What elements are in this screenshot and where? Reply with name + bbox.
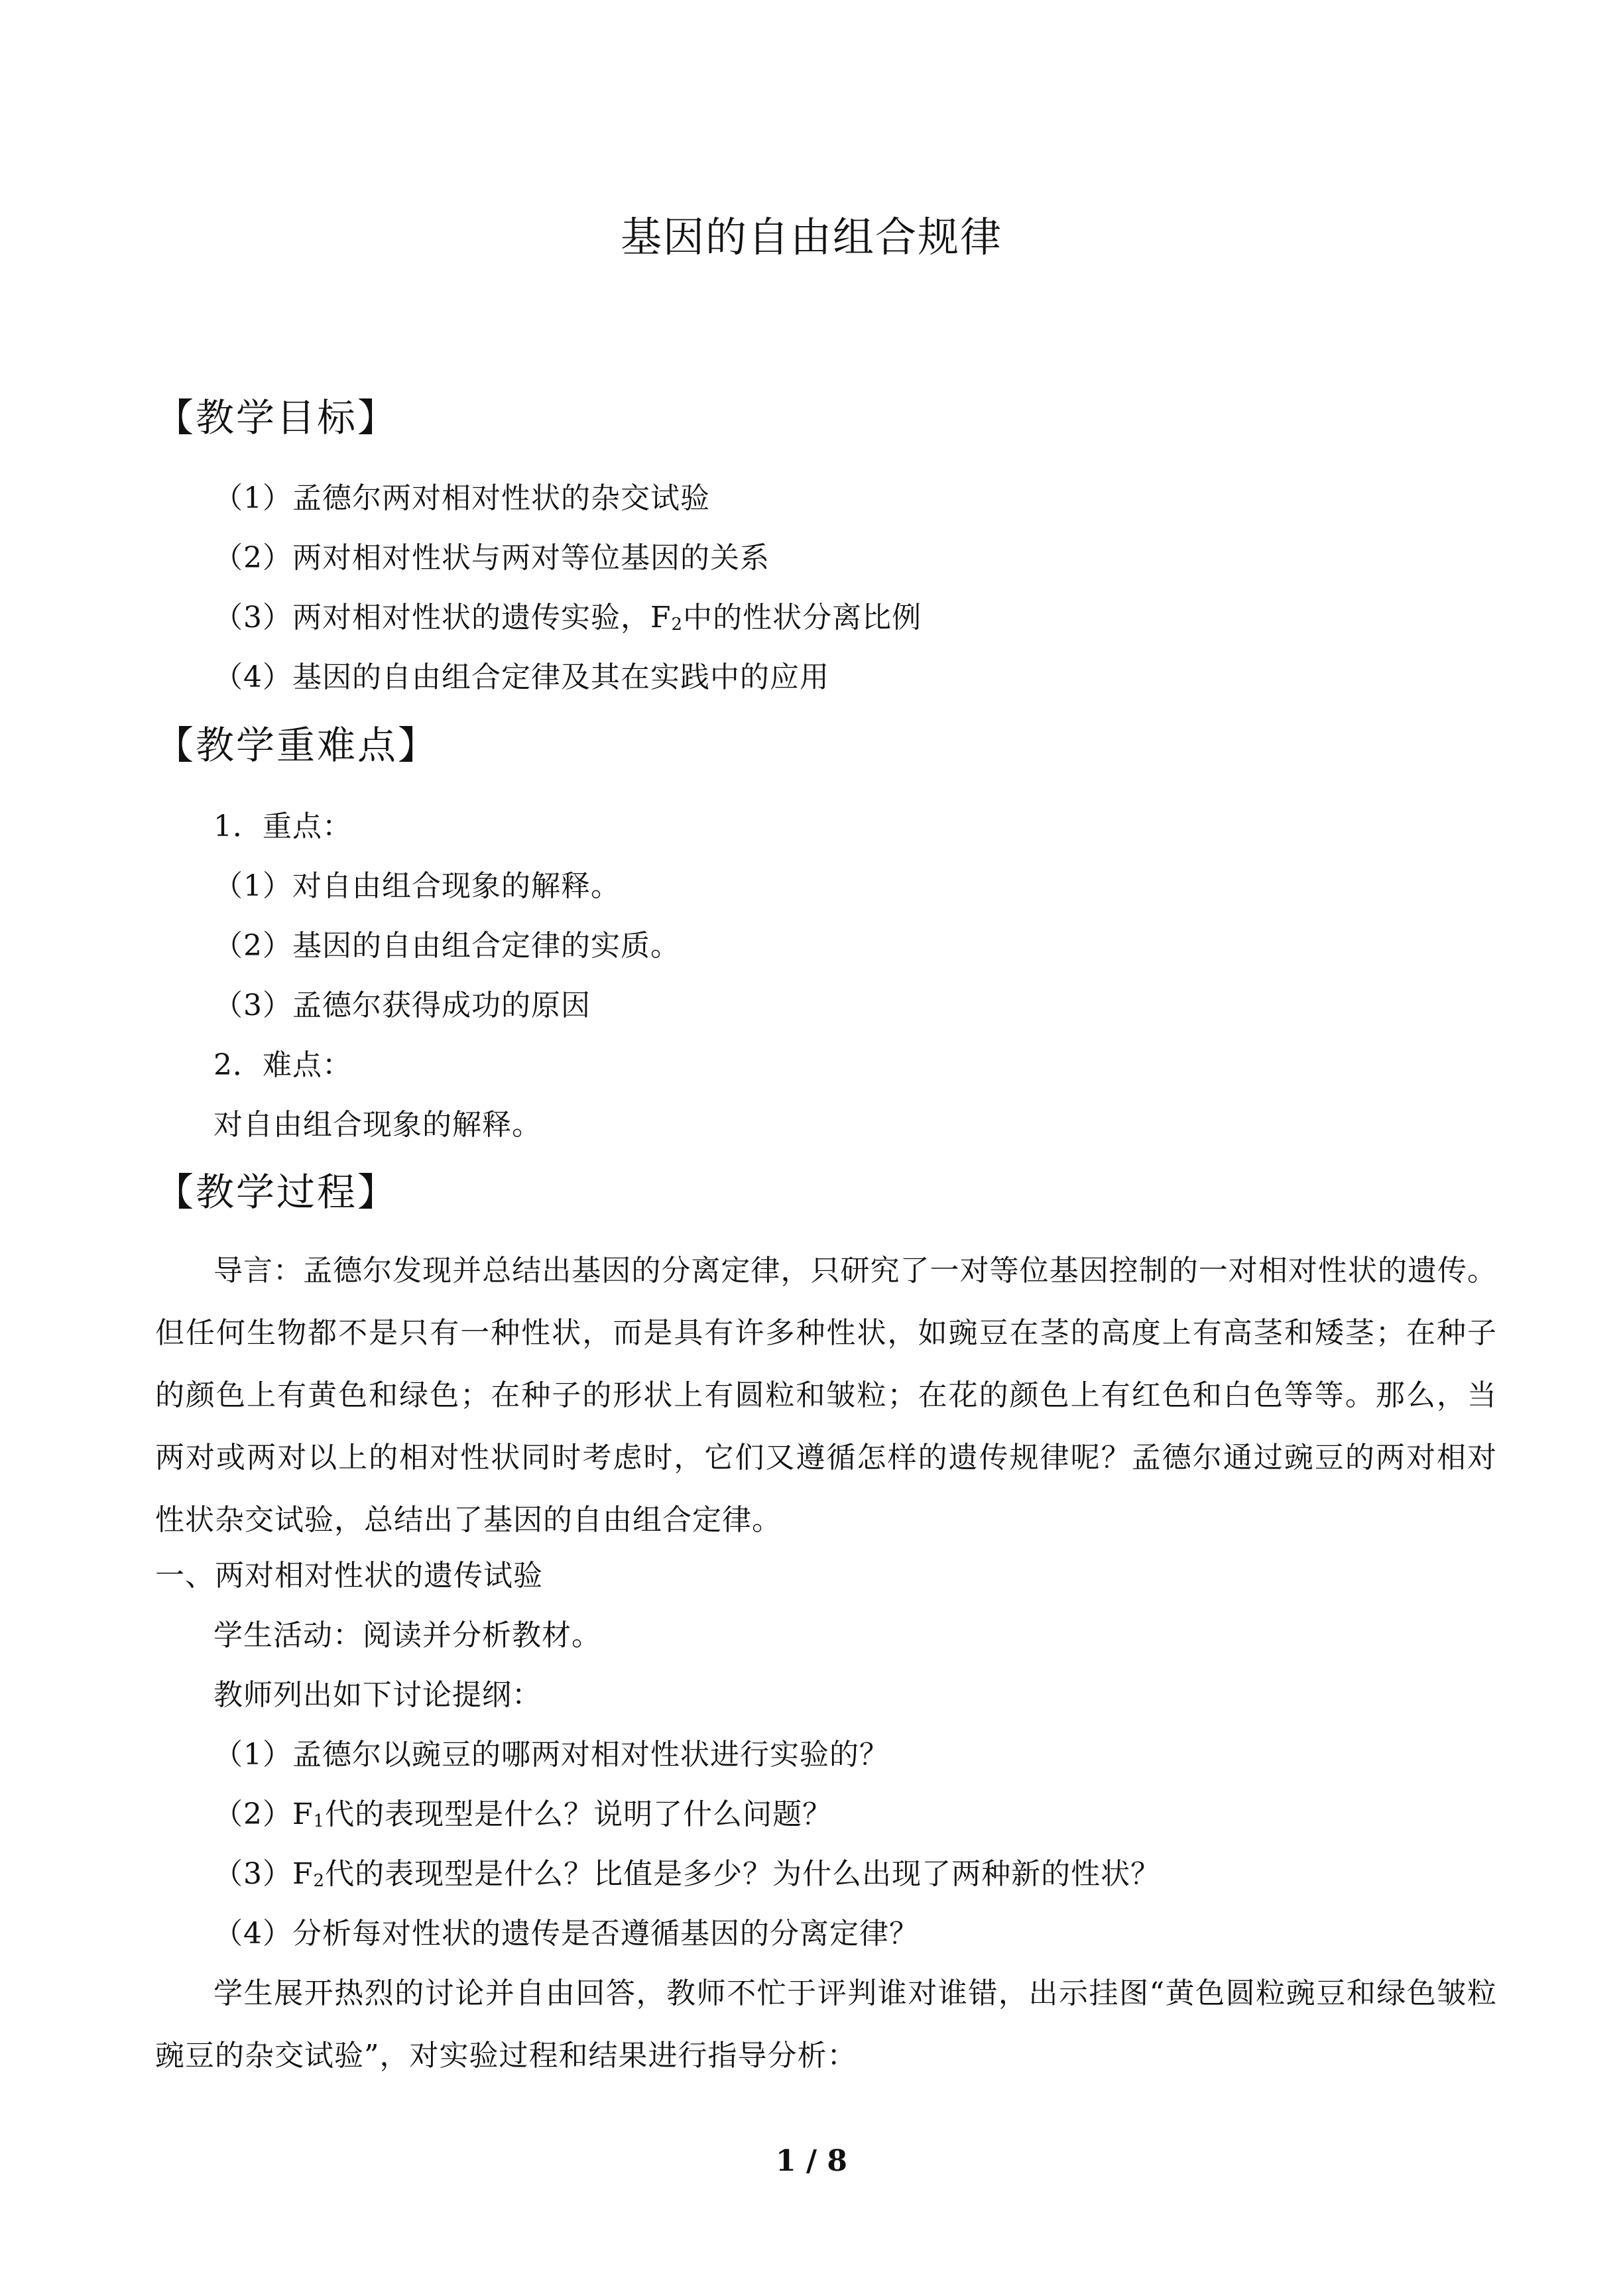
page-number: 1 / 8 (776, 2144, 847, 2178)
heading-teaching-process: 【教学过程】 (155, 1170, 398, 1215)
question-2-subscript: 1 (313, 1811, 326, 1831)
question-3-post: 代的表现型是什么？比值是多少？为什么出现了两种新的性状？ (325, 1857, 1161, 1891)
question-2-post: 代的表现型是什么？说明了什么问题？ (325, 1797, 833, 1831)
intro-paragraph: 导言：孟德尔发现并总结出基因的分离定律，只研究了一对等位基因控制的一对相对性状的遗传。但任何生物都不是只有一种性状，而是具有许多种性状，如豌豆在茎的高度上有高茎和矮茎；在种子的颜色上有黄色和绿色；在种子的形状上有圆粒和皱粒；在花的颜色上有红色和白色等等。那么，当两对或两对以上的相对性状同时考虑时，它们又遵循怎样的遗传规律呢？孟德尔通过豌豆的两对相对性状杂交试验，总结出了基因的自由组合定律。 (155, 1254, 1497, 1537)
closing-paragraph: 学生展开热烈的讨论并自由回答，教师不忙于评判谁对谁错，出示挂图“黄色圆粒豌豆和绿色皱粒豌豆的杂交试验”，对实验过程和结果进行指导分析： (155, 1976, 1497, 2073)
goal-item-1: （1）孟德尔两对相对性状的杂交试验 (213, 481, 710, 515)
student-activity: 学生活动：阅读并分析教材。 (213, 1618, 601, 1652)
difficulty-text: 对自由组合现象的解释。 (213, 1108, 542, 1142)
question-3-pre: （3）F (213, 1857, 314, 1891)
goal-item-3-subscript: 2 (671, 615, 684, 634)
goal-item-2: （2）两对相对性状与两对等位基因的关系 (213, 541, 770, 575)
question-3-subscript: 2 (313, 1871, 326, 1891)
goal-item-3-text: （3）两对相对性状的遗传实验，F (213, 601, 672, 634)
keypoint-label-focus: 1．重点： (213, 810, 352, 843)
keypoint-item-1: （1）对自由组合现象的解释。 (213, 869, 621, 903)
goal-item-4: （4）基因的自由组合定律及其在实践中的应用 (213, 660, 829, 694)
heading-teaching-goals: 【教学目标】 (155, 395, 398, 440)
goal-item-3-tail: 中的性状分离比例 (683, 601, 922, 634)
question-2-pre: （2）F (213, 1797, 314, 1831)
goal-item-3 (213, 597, 922, 646)
question-3 (213, 1853, 1160, 1902)
heading-key-points: 【教学重难点】 (155, 723, 439, 768)
keypoint-item-3: （3）孟德尔获得成功的原因 (213, 989, 591, 1022)
question-2 (213, 1793, 832, 1843)
part1-title: 一、两对相对性状的遗传试验 (155, 1559, 543, 1593)
keypoint-item-2: （2）基因的自由组合定律的实质。 (213, 929, 680, 963)
keypoint-label-difficulty: 2．难点： (213, 1048, 352, 1082)
question-1: （1）孟德尔以豌豆的哪两对相对性状进行实验的？ (213, 1738, 889, 1772)
outline-lead: 教师列出如下讨论提纲： (213, 1678, 542, 1712)
question-4: （4）分析每对性状的遗传是否遵循基因的分离定律？ (213, 1917, 919, 1951)
document-title: 基因的自由组合规律 (620, 213, 1002, 261)
